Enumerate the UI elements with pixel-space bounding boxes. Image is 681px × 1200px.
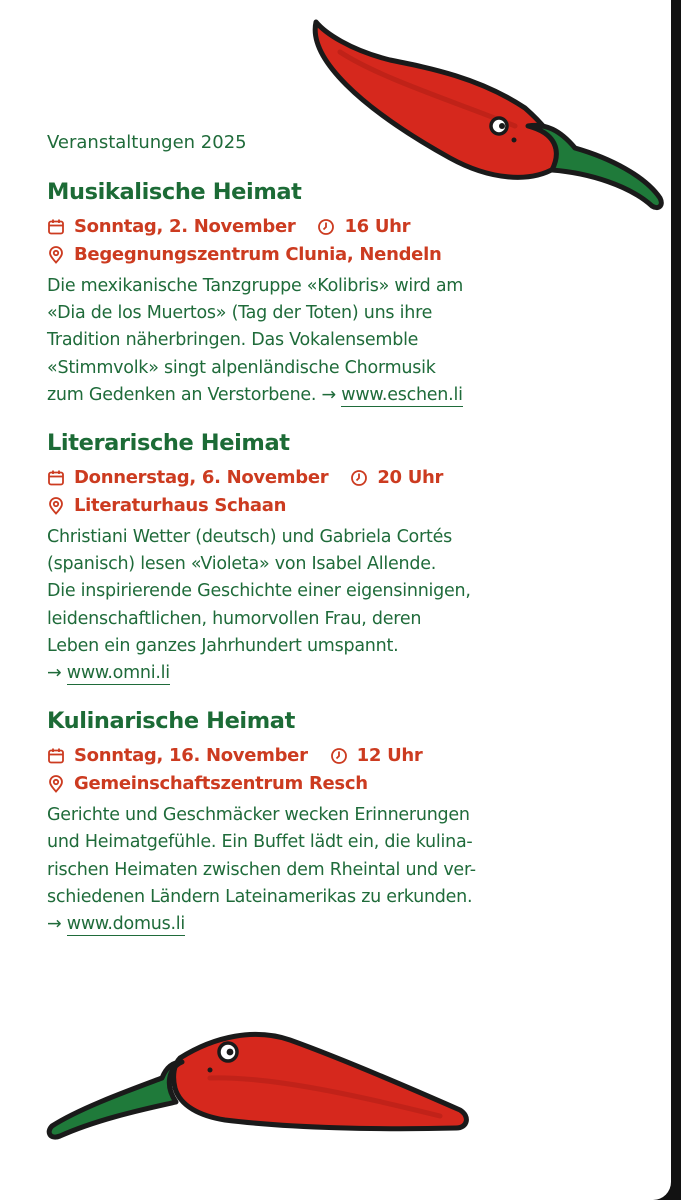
calendar-icon [47,218,65,236]
desc-line: Die mexikanische Tanzgruppe «Kolibris» wird am [47,276,464,296]
event-title: Musikalische Heimat [47,179,302,205]
desc-line: Gerichte und Geschmäcker wecken Erinnerungen [47,805,470,826]
desc-line: (spanisch) lesen «Violeta» von Isabel Allende. [47,554,437,575]
location-pin-icon [47,246,65,264]
event-time: 16 Uhr [344,216,411,237]
event-kulinarische [47,706,627,938]
clock-icon [317,218,335,236]
desc-line: rischen Heimaten zwischen dem Rheintal und ver- [47,859,476,880]
clock-icon [350,469,368,487]
event-time: 12 Uhr [356,745,423,767]
event-place: Literaturhaus Schaan [74,495,287,517]
event-date-time [47,213,627,241]
event-place: Begegnungszentrum Clunia, Nendeln [74,244,442,265]
desc-line: «Dia de los Muertos» (Tag der Toten) uns ihre [47,303,433,324]
desc-line: Tradition näherbringen. Das Vokalensemble [47,330,419,351]
desc-line: Christiani Wetter (deutsch) und Gabriela Cortés [47,527,452,548]
location-pin-icon [47,497,65,515]
desc-line [47,911,627,938]
event-place-row [47,241,627,269]
calendar-icon [47,747,65,765]
event-link[interactable]: www.omni.li [66,663,170,684]
event-place-row [47,492,627,520]
event-literarische [47,428,627,687]
event-place-row [47,770,627,798]
event-list [47,130,627,957]
desc-line: Leben ein ganzes Jahrhundert umspannt. [47,635,399,656]
event-description [47,273,627,409]
event-link[interactable]: www.eschen.li [341,384,463,405]
desc-line: schiedenen Ländern Lateinamerikas zu erkunden. [47,886,473,907]
event-date: Sonntag, 16. November [74,745,308,767]
event-link[interactable]: www.domus.li [66,914,186,935]
desc-line: «Stimmvolk» singt alpenländische Chormusik [47,357,436,378]
event-title: Literarische Heimat [47,430,290,457]
event-date: Sonntag, 2. November [74,216,296,237]
page-kicker: Veranstaltungen 2025 [47,132,247,153]
desc-line-text: zum Gedenken an Verstorbene. → [47,384,336,405]
event-time: 20 Uhr [377,467,444,489]
event-place: Gemeinschaftszentrum Resch [74,773,368,795]
desc-line: und Heimatgefühle. Ein Buffet lädt ein, die kulina- [47,832,473,853]
desc-line [47,660,627,687]
event-date: Donnerstag, 6. November [74,467,329,489]
calendar-icon [47,469,65,487]
clock-icon [330,747,348,765]
chili-pepper-icon [40,1018,480,1148]
event-date-time [47,464,627,492]
desc-line [47,382,627,409]
event-description [47,524,627,687]
location-pin-icon [47,775,65,793]
event-title: Kulinarische Heimat [47,708,295,735]
desc-line-text: → [47,663,62,684]
desc-line: Die inspirierende Geschichte einer eigensinnigen, [47,581,471,602]
desc-line: leidenschaftlichen, humorvollen Frau, deren [47,608,422,629]
desc-line-text: → [47,914,62,935]
event-date-time [47,742,627,770]
event-description [47,802,627,938]
event-musikalische [47,177,627,409]
